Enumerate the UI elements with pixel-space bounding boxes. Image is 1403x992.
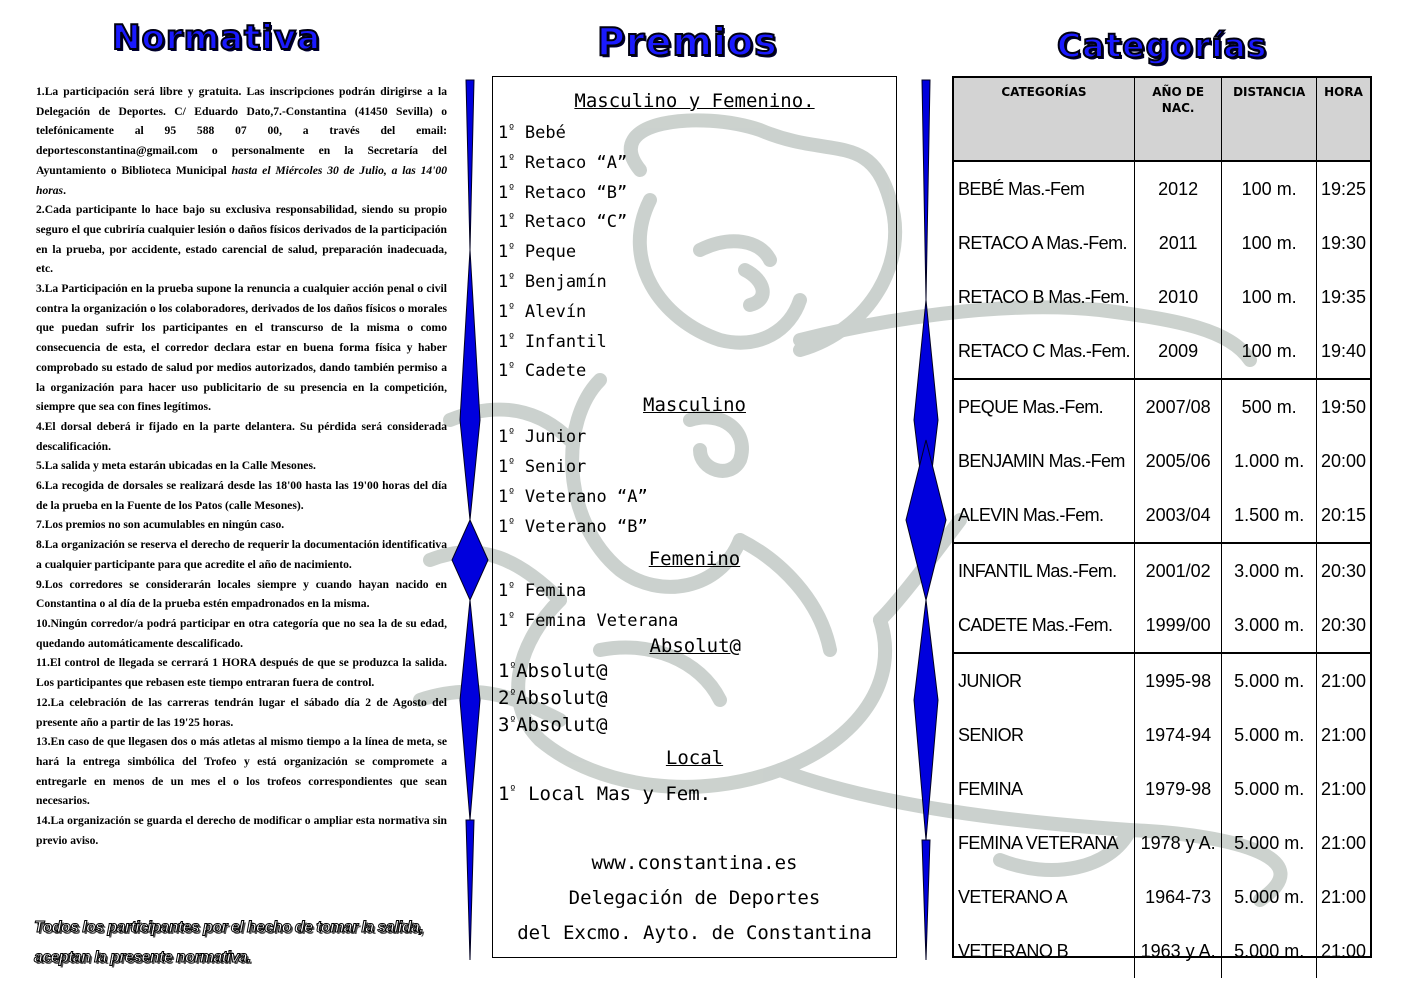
- premio-item: [498, 580, 586, 601]
- cell-categoria: BEBÉ Mas.-Fem: [954, 161, 1134, 216]
- cell-hora: 21:00: [1320, 778, 1366, 799]
- premio-ordinal-mark: º: [508, 271, 515, 284]
- cell-anio: 2001/02: [1134, 543, 1222, 598]
- premio-ordinal: 1: [498, 123, 509, 143]
- cell-distancia: 5.000 m.: [1222, 762, 1317, 816]
- cell-hora: 19:40: [1320, 340, 1366, 361]
- cell-anio: 2005/06: [1134, 434, 1222, 488]
- premio-item: [498, 271, 607, 292]
- premio-item: [498, 610, 678, 631]
- cell-anio: 2009: [1134, 324, 1222, 379]
- premio-label: Junior: [524, 427, 587, 447]
- table-row: [954, 216, 1370, 270]
- rule-6: 6.La recogida de dorsales se realizará desde las 18'00 hasta las 19'00 horas del día de la prueba en la Fuente de los Patos (calle Mesones).: [36, 479, 447, 512]
- cell-categoria: PEQUE Mas.-Fem.: [954, 379, 1134, 434]
- blue-divider-left: [452, 80, 488, 960]
- cell-anio: 2011: [1134, 216, 1222, 270]
- footer-note-line-2: aceptan la presente normativa.: [34, 949, 251, 966]
- normativa-heading: Normativa: [112, 18, 321, 58]
- premio-ordinal: 1: [498, 242, 509, 263]
- premio-ordinal: 1: [498, 272, 509, 292]
- premio-ordinal-mark: º: [508, 241, 515, 255]
- cell-anio: 2012: [1134, 161, 1222, 216]
- premio-ordinal-mark: º: [508, 300, 515, 314]
- rule-14: 14.La organización se guarda el derecho de modificar o ampliar esta normativa sin previo aviso.: [36, 814, 447, 847]
- cell-distancia: 5.000 m.: [1222, 924, 1317, 978]
- table-row: [954, 708, 1370, 762]
- table-row: [954, 543, 1370, 598]
- premio-item: [498, 301, 586, 322]
- premio-ordinal: 1: [498, 301, 509, 322]
- cell-hora: 21:00: [1320, 940, 1366, 961]
- premios-heading: Premios: [597, 20, 778, 64]
- absoluto-label: Absolut@: [516, 660, 608, 682]
- rule-4: 4.El dorsal deberá ir fijado en la parte delantera. Su pérdida será considerada descalificación.: [36, 419, 447, 453]
- premio-label: Veterano “A”: [524, 487, 648, 507]
- table-row: [954, 434, 1370, 488]
- cell-hora: 21:00: [1320, 832, 1366, 853]
- cell-distancia: 100 m.: [1222, 216, 1317, 270]
- footer-note-line-1: Todos los participantes por el hecho de tomar la salida,: [34, 919, 424, 936]
- cell-anio: 2003/04: [1134, 488, 1222, 543]
- premios-box: [492, 76, 897, 958]
- premio-item: [498, 331, 607, 352]
- cell-categoria: VETERANO A: [954, 870, 1134, 924]
- rule-1: 1.La participación será libre y gratuita. Las inscripciones podrán dirigirse a la Delegación de Deportes. C/ Eduardo Dato,7.-Constantina (41450 Sevilla) o telefónicamente al 95 588 07 00, a través del email: deportesconstantina@gmail.com o personalmente en la Secretaría del Ayuntamiento o Biblioteca Municipal hasta el Miércoles 30 de Julio, a las 14'00 horas.: [36, 85, 447, 197]
- table-row: [954, 816, 1370, 870]
- table-row: [954, 324, 1370, 379]
- rule-7: 7.Los premios no son acumulables en ningún caso.: [36, 518, 285, 532]
- cell-hora: 19:35: [1320, 286, 1366, 307]
- premio-ordinal: 1: [498, 581, 509, 601]
- premio-item: [498, 456, 586, 477]
- table-row: [954, 653, 1370, 708]
- premio-item: [498, 152, 627, 173]
- cell-distancia: 100 m.: [1222, 324, 1317, 379]
- header-distancia: DISTANCIA: [1222, 78, 1317, 161]
- premio-label: Senior: [524, 457, 587, 477]
- org-line-2: del Excmo. Ayto. de Constantina: [517, 922, 872, 944]
- normativa-footer-note: [34, 913, 423, 973]
- premio-ordinal: 1: [498, 457, 509, 477]
- premio-ordinal-mark: º: [508, 456, 515, 469]
- absoluto-ordinal-mark: º: [509, 687, 517, 700]
- cell-hora: 19:25: [1320, 178, 1366, 199]
- premio-ordinal-mark: º: [508, 330, 515, 344]
- table-row: [954, 379, 1370, 434]
- premio-ordinal-mark: º: [508, 360, 515, 374]
- categorias-heading: Categorías: [1057, 26, 1268, 65]
- premios-section-masculino: Masculino: [643, 394, 746, 416]
- premio-label: Benjamín: [524, 272, 607, 292]
- cell-categoria: RETACO B Mas.-Fem.: [954, 270, 1134, 324]
- absoluto-ordinal: 1: [498, 660, 510, 682]
- cell-distancia: 100 m.: [1222, 270, 1317, 324]
- absoluto-ordinal-mark: º: [509, 660, 517, 673]
- absoluto-label: Absolut@: [516, 687, 608, 709]
- absoluto-ordinal: 3: [498, 714, 510, 736]
- premio-ordinal-mark: º: [508, 211, 515, 225]
- premio-ordinal-mark: º: [508, 610, 515, 623]
- premio-ordinal-mark: º: [508, 122, 515, 135]
- table-row: [954, 488, 1370, 543]
- table-row: [954, 762, 1370, 816]
- premio-ordinal-mark: º: [508, 516, 515, 529]
- premio-label: Alevín: [524, 301, 587, 322]
- cell-hora: 20:15: [1320, 504, 1366, 525]
- premio-ordinal: 1: [498, 611, 509, 631]
- premio-label: Peque: [524, 242, 577, 263]
- normativa-rules: [36, 82, 447, 850]
- cell-categoria: CADETE Mas.-Fem.: [954, 598, 1134, 653]
- premios-section-local: Local: [665, 747, 724, 769]
- cell-hora: 20:30: [1320, 614, 1366, 635]
- cell-categoria: SENIOR: [954, 708, 1134, 762]
- premio-item: [498, 360, 586, 381]
- cell-distancia: 1.000 m.: [1222, 434, 1317, 488]
- rule-3: 3.La Participación en la prueba supone la renuncia a cualquier acción penal o civil contra la organización o los colaboradores, derivados de los daños físicos o morales que puedan sufrir los participantes en el transcurso de la misma o como consecuencia de esta, el corredor declara estar en buena forma física y haber comprobado su estado de salud por medios autorizados, dando también permiso a la organización para hacer uso publicitario de su presencia en la competición, siempre que sea con fines legítimos.: [36, 282, 447, 414]
- premio-ordinal-mark: º: [508, 151, 515, 165]
- cell-hora: 19:30: [1320, 232, 1366, 253]
- premio-local: $1^º$ Local Mas y Fem.: [498, 783, 712, 805]
- cell-anio: 2007/08: [1134, 379, 1222, 434]
- rule-10: 10.Ningún corredor/a podrá participar en otra categoría que no sea la de su edad, quedando automáticamente descalificado.: [36, 616, 447, 650]
- cell-distancia: 100 m.: [1222, 161, 1317, 216]
- cell-hora: 21:00: [1320, 724, 1366, 745]
- premio-label: Veterano “B”: [524, 517, 648, 537]
- cell-anio: 1999/00: [1134, 598, 1222, 653]
- blue-divider-right: [906, 80, 946, 960]
- categorias-table: [952, 76, 1372, 961]
- cell-categoria: JUNIOR: [954, 653, 1134, 708]
- table-row: [954, 924, 1370, 978]
- cell-distancia: 500 m.: [1222, 379, 1317, 434]
- premio-label: Infantil: [524, 331, 607, 352]
- premio-label: Cadete: [524, 361, 587, 382]
- table-header-row: [954, 78, 1370, 161]
- cell-categoria: FEMINA: [954, 762, 1134, 816]
- cell-hora: 19:50: [1316, 379, 1370, 434]
- premio-item: [498, 486, 648, 507]
- premios-section-femenino: Femenino: [648, 548, 741, 570]
- cell-categoria: FEMINA VETERANA: [954, 816, 1134, 870]
- premio-label: Retaco “A”: [524, 152, 628, 173]
- cell-categoria: RETACO C Mas.-Fem.: [954, 324, 1134, 379]
- org-line-1: Delegación de Deportes: [568, 887, 821, 909]
- premio-ordinal-mark: º: [508, 426, 515, 439]
- premio-ordinal: 1: [498, 212, 509, 233]
- premio-label: Bebé: [524, 123, 566, 143]
- rule-8: 8.La organización se reserva el derecho de requerir la documentación identificativa a cualquier participante para que acredite el año de nacimiento.: [36, 538, 447, 571]
- cell-anio: 1995-98: [1134, 653, 1222, 708]
- cell-categoria: BENJAMIN Mas.-Fem: [954, 434, 1134, 488]
- premio-absoluto: [498, 714, 608, 736]
- premio-ordinal: 1: [498, 487, 509, 507]
- cell-anio: 2010: [1134, 270, 1222, 324]
- premio-ordinal-mark: º: [508, 181, 515, 195]
- premio-item: [498, 122, 566, 143]
- cell-hora: 21:00: [1320, 886, 1366, 907]
- cell-categoria: INFANTIL Mas.-Fem.: [954, 543, 1134, 598]
- premio-ordinal-mark: º: [508, 580, 515, 593]
- cell-distancia: 1.500 m.: [1222, 488, 1317, 543]
- table-row: [954, 161, 1370, 216]
- rule-5: 5.La salida y meta estarán ubicadas en la Calle Mesones.: [36, 459, 316, 473]
- cell-anio: 1974-94: [1134, 708, 1222, 762]
- premio-label: Femina Veterana: [524, 611, 679, 631]
- cell-categoria: VETERANO B: [954, 924, 1134, 978]
- table-row: [954, 270, 1370, 324]
- premio-item: [498, 516, 648, 537]
- cell-distancia: 3.000 m.: [1222, 598, 1317, 653]
- cell-anio: 1978 y A.: [1134, 816, 1222, 870]
- premio-ordinal: 1: [498, 152, 509, 173]
- cell-distancia: 5.000 m.: [1222, 870, 1317, 924]
- website-link[interactable]: www.constantina.es: [591, 852, 798, 874]
- header-categorias: CATEGORÍAS: [954, 78, 1134, 161]
- cell-hora: 20:30: [1316, 543, 1370, 598]
- header-anio: AÑO DE NAC.: [1134, 78, 1222, 161]
- premio-ordinal: 1: [498, 182, 509, 203]
- cell-distancia: 5.000 m.: [1222, 708, 1317, 762]
- premio-item: [498, 426, 586, 447]
- table-row: [954, 598, 1370, 653]
- premio-ordinal: 1: [498, 517, 509, 537]
- premio-item: [498, 211, 627, 232]
- rule-2: 2.Cada participante lo hace bajo su exclusiva responsabilidad, siendo su propio seguro el que cubriría cualquier lesión o daños físicos derivados de la participación en la prueba, por accidente, estado carencial de salud, preparación inadecuada, etc.: [36, 203, 447, 276]
- absoluto-ordinal-mark: º: [509, 714, 517, 727]
- premio-label: Retaco “C”: [524, 212, 628, 233]
- premio-ordinal-mark: º: [508, 486, 515, 499]
- cell-anio: 1979-98: [1134, 762, 1222, 816]
- rule-12: 12.La celebración de las carreras tendrán lugar el sábado día 2 de Agosto del presente año a partir de las 19'25 horas.: [36, 695, 447, 729]
- absoluto-label: Absolut@: [516, 714, 608, 736]
- rule-13: 13.En caso de que llegasen dos o más atletas al mismo tiempo a la línea de meta, se hará la entrega simbólica del Trofeo y está organización se compromete a entregarle en menos de un mes el o los trofeos correspondientes que sean necesarios.: [36, 735, 447, 808]
- cell-distancia: 5.000 m.: [1222, 816, 1317, 870]
- premio-item: [498, 241, 576, 262]
- cell-distancia: 3.000 m.: [1222, 543, 1317, 598]
- premio-ordinal: 1: [498, 361, 509, 382]
- premios-section-absoluto: Absolut@: [649, 635, 741, 657]
- cell-hora: 20:00: [1320, 450, 1366, 471]
- cell-distancia: 5.000 m.: [1222, 653, 1317, 708]
- premio-label: Femina: [524, 581, 587, 601]
- premio-label: Retaco “B”: [524, 182, 628, 203]
- premios-section-mixto: Masculino y Femenino.: [574, 90, 815, 112]
- premio-absoluto: [498, 687, 608, 709]
- absoluto-ordinal: 2: [498, 687, 510, 709]
- cell-categoria: RETACO A Mas.-Fem.: [954, 216, 1134, 270]
- premio-item: [498, 182, 627, 203]
- cell-anio: 1964-73: [1134, 870, 1222, 924]
- rule-9: 9.Los corredores se considerarán locales siempre y cuando hayan nacido en Constantina o al día de la prueba estén empadronados en la misma.: [36, 577, 447, 611]
- table-row: [954, 870, 1370, 924]
- header-hora: HORA: [1316, 78, 1370, 161]
- cell-categoria: ALEVIN Mas.-Fem.: [954, 488, 1134, 543]
- premio-absoluto: [498, 660, 608, 682]
- cell-anio: 1963 y A.: [1134, 924, 1222, 978]
- cell-hora: 21:00: [1316, 653, 1370, 708]
- premio-ordinal: 1: [498, 331, 509, 352]
- rule-11: 11.El control de llegada se cerrará 1 HORA después de que se produzca la salida. Los participantes que rebasen este tiempo entraran fuera de control.: [36, 656, 447, 690]
- premio-ordinal: 1: [498, 427, 509, 447]
